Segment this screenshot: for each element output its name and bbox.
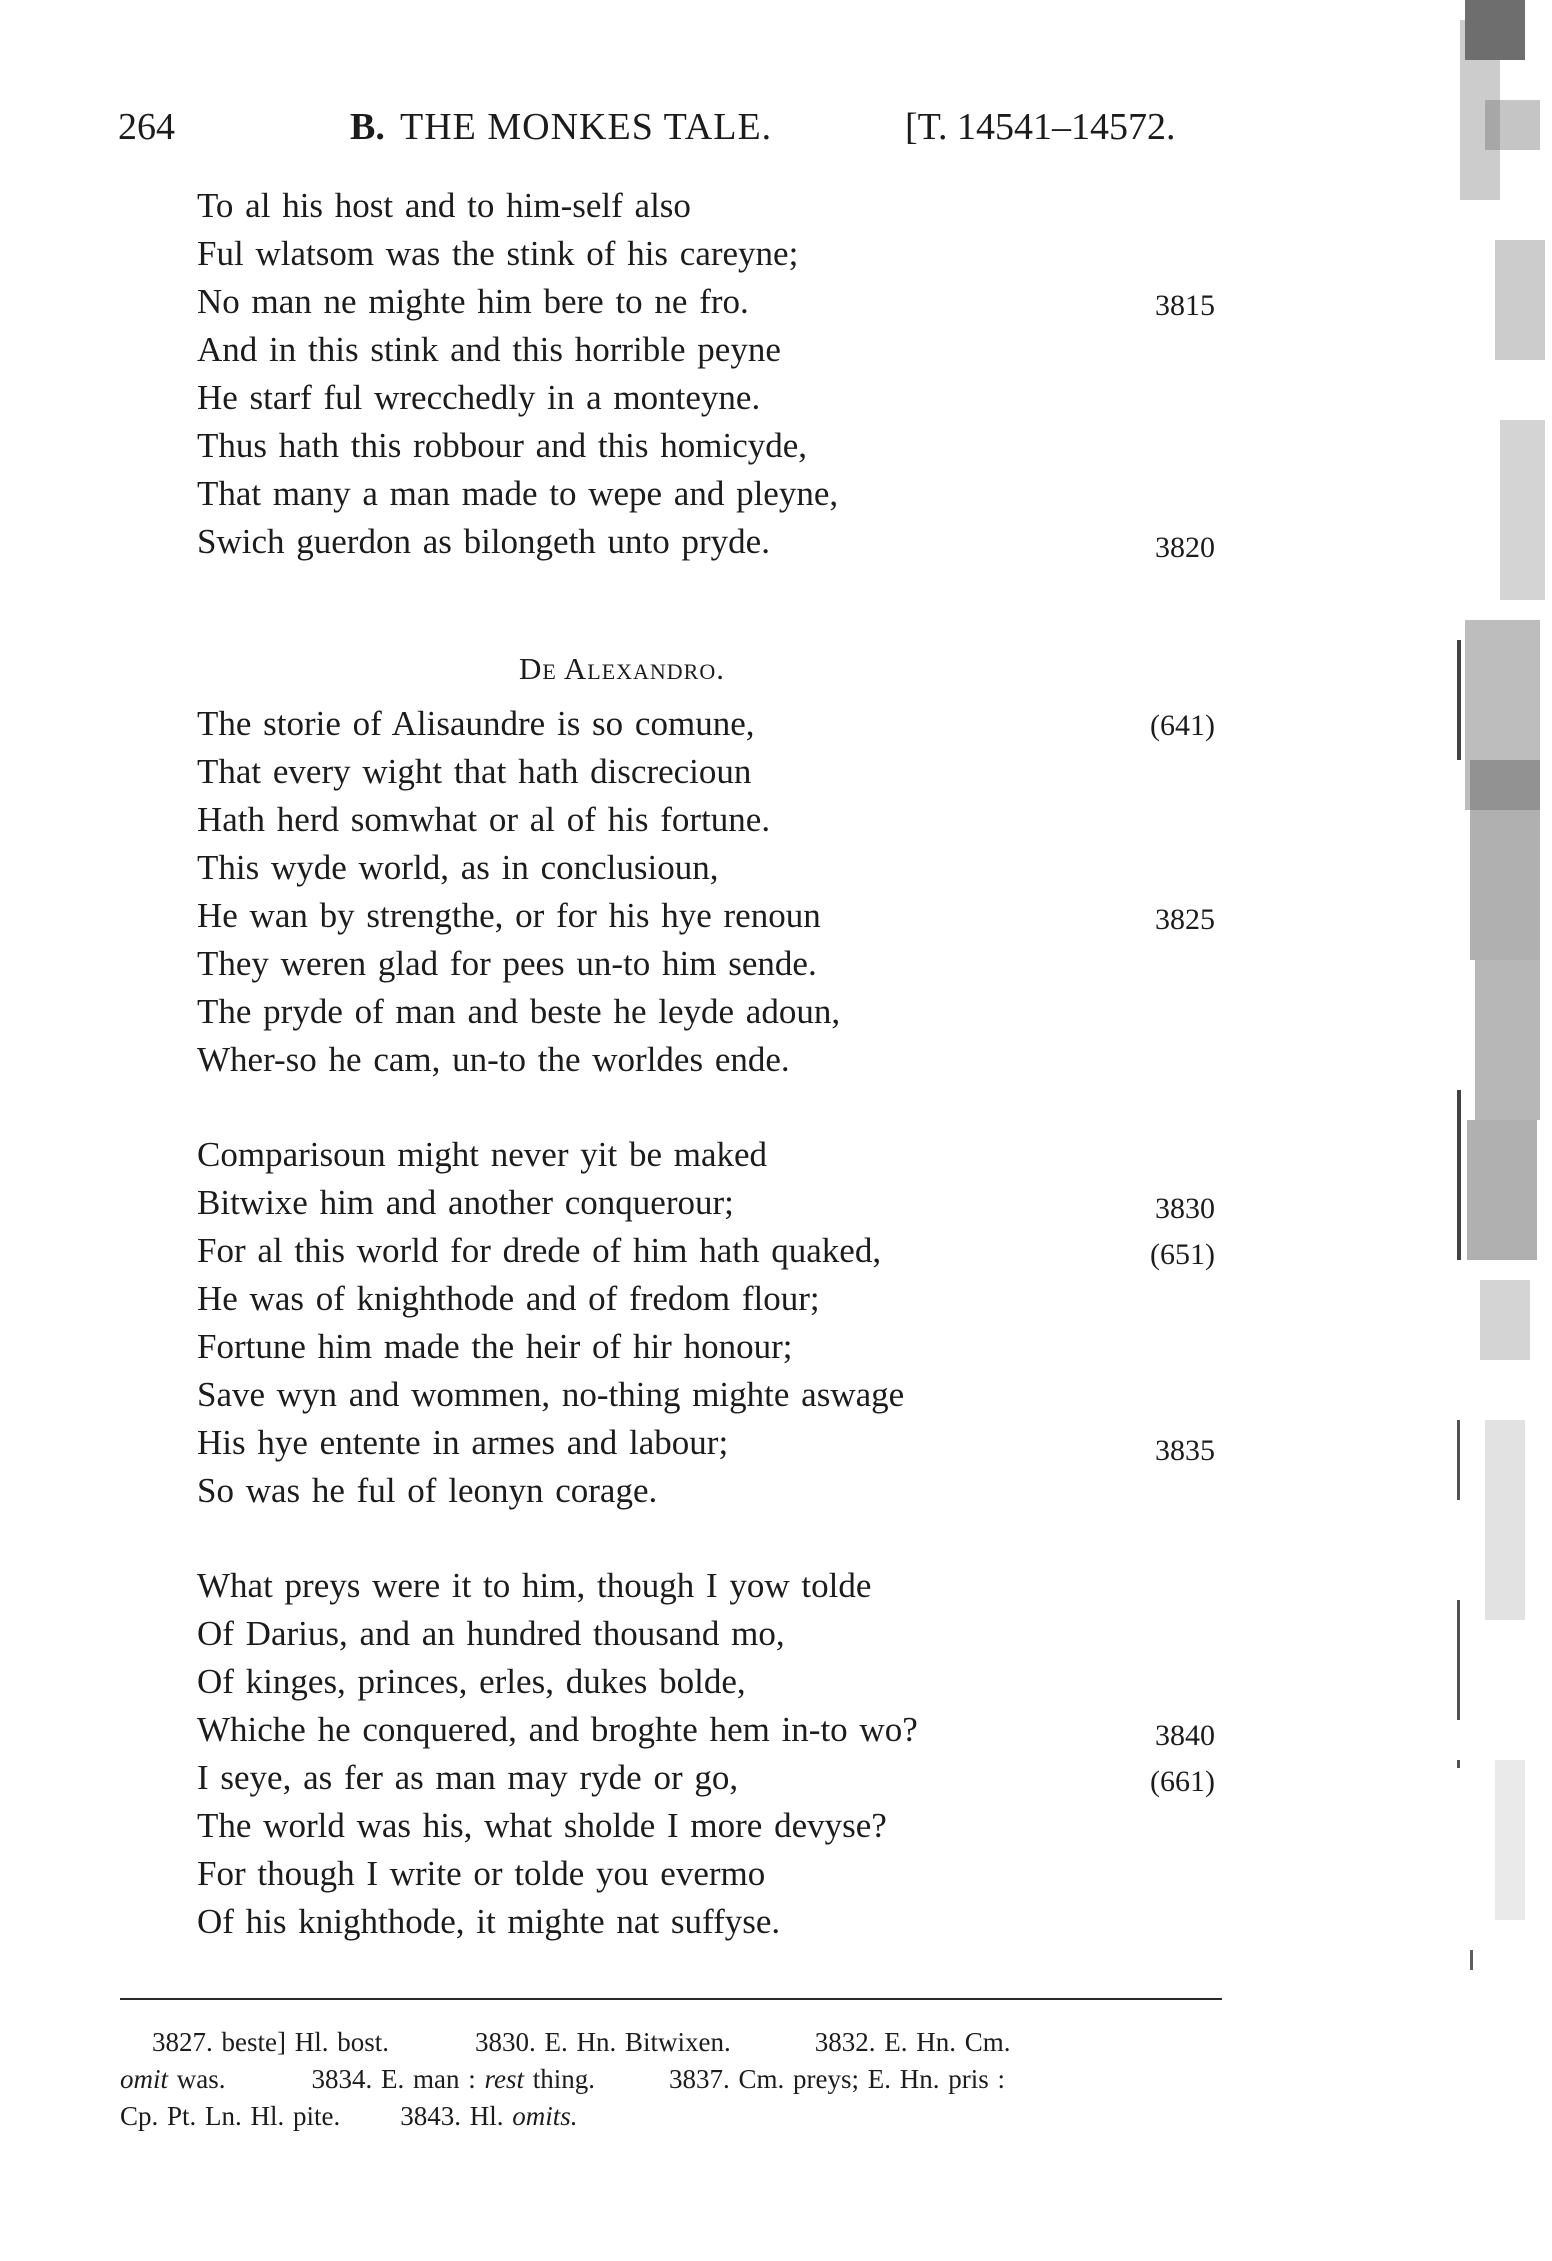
line-number: 3820: [1155, 531, 1215, 564]
verse-line: Of Darius, and an hundred thousand mo,: [197, 1614, 785, 1653]
section-heading: De Alexandro.: [519, 651, 725, 686]
footnote-text: E. Hn. Bitwixen.: [544, 2027, 731, 2057]
running-title: THE MONKES TALE.: [400, 106, 773, 148]
footnote-text: Hl.: [469, 2101, 504, 2131]
footnote-italic: rest: [484, 2064, 524, 2094]
verse-line: Whiche he conquered, and broghte hem in-to wo?: [197, 1710, 918, 1749]
verse-line: That many a man made to wepe and pleyne,: [197, 474, 839, 513]
verse-line: They weren glad for pees un-to him sende.: [197, 944, 817, 983]
verse-line: Of kinges, princes, erles, dukes bolde,: [197, 1662, 746, 1701]
verse-line: So was he ful of leonyn corage.: [197, 1471, 658, 1510]
footnote-text: beste] Hl. bost.: [221, 2027, 389, 2057]
verse-line: For al this world for drede of him hath quaked,: [197, 1231, 882, 1270]
line-number: 3830: [1155, 1192, 1215, 1225]
footnote-line: [120, 2061, 1005, 2097]
verse-line: Ful wlatsom was the stink of his careyne;: [197, 234, 799, 273]
page-number: 264: [118, 106, 175, 148]
verse-line: The world was his, what sholde I more devyse?: [197, 1806, 887, 1845]
verse-line: His hye entente in armes and labour;: [197, 1423, 729, 1462]
footnote-ref: 3827.: [152, 2027, 213, 2057]
verse-line: He starf ful wrecchedly in a monteyne.: [197, 378, 761, 417]
footnote-rule: [120, 1998, 1222, 2000]
footnote-text: was.: [176, 2064, 226, 2094]
line-number: 3835: [1155, 1434, 1215, 1467]
section-letter: B.: [350, 106, 385, 148]
verse-line: Thus hath this robbour and this homicyde,: [197, 426, 808, 465]
line-number: 3825: [1155, 903, 1215, 936]
footnote-ref: 3830.: [474, 2027, 536, 2057]
verse-line: Hath herd somwhat or al of his fortune.: [197, 800, 771, 839]
verse-line: Wher-so he cam, un-to the worldes ende.: [197, 1040, 790, 1079]
footnote-text: thing.: [532, 2064, 596, 2094]
verse-line: To al his host and to him-self also: [197, 186, 691, 225]
footnote-line: [152, 2024, 1011, 2060]
footnote-ref: 3834.: [311, 2064, 373, 2094]
verse-line: Comparisoun might never yit be maked: [197, 1135, 768, 1174]
verse-line: That every wight that hath discrecioun: [197, 752, 752, 791]
line-number: 3815: [1155, 289, 1215, 322]
footnote-ref: 3837.: [669, 2064, 730, 2094]
verse-line: Of his knighthode, it mighte nat suffyse.: [197, 1902, 781, 1941]
footnote-ref: 3832.: [814, 2027, 876, 2057]
verse-line: What preys were it to him, though I yow tolde: [197, 1566, 872, 1605]
verse-line: He wan by strengthe, or for his hye renoun: [197, 896, 821, 935]
verse-line: Bitwixe him and another conquerour;: [197, 1183, 734, 1222]
verse-line: I seye, as fer as man may ryde or go,: [197, 1758, 739, 1797]
footnote-line: [120, 2098, 578, 2134]
line-range: [T. 14541–14572.: [905, 106, 1176, 148]
verse-line: Swich guerdon as bilongeth unto pryde.: [197, 522, 770, 561]
verse-line: No man ne mighte him bere to ne fro.: [197, 282, 749, 321]
line-number: 3840: [1155, 1719, 1215, 1752]
footnote-text: Cm. preys; E. Hn. pris :: [738, 2064, 1006, 2094]
scanned-page-edge: [1455, 0, 1552, 2261]
footnote-italic: omits.: [512, 2101, 578, 2131]
verse-line: For though I write or tolde you evermo: [197, 1854, 766, 1893]
verse-line: This wyde world, as in conclusioun,: [197, 848, 719, 887]
verse-line: Fortune him made the heir of hir honour;: [197, 1327, 793, 1366]
verse-line: Save wyn and wommen, no-thing mighte aswage: [197, 1375, 905, 1414]
verse-line: And in this stink and this horrible peyne: [197, 330, 781, 369]
verse-line: The storie of Alisaundre is so comune,: [197, 704, 755, 743]
footnote-text: E. man :: [381, 2064, 476, 2094]
verse-line: The pryde of man and beste he leyde adoun,: [197, 992, 841, 1031]
line-number: (651): [1150, 1238, 1215, 1271]
footnote-text: E. Hn. Cm.: [884, 2027, 1011, 2057]
line-number: (641): [1150, 709, 1215, 742]
line-number: (661): [1150, 1765, 1215, 1798]
verse-line: He was of knighthode and of fredom flour;: [197, 1279, 820, 1318]
footnote-italic: omit: [120, 2064, 169, 2094]
footnote-ref: 3843.: [400, 2101, 462, 2131]
footnote-text: Cp. Pt. Ln. Hl. pite.: [120, 2101, 341, 2131]
